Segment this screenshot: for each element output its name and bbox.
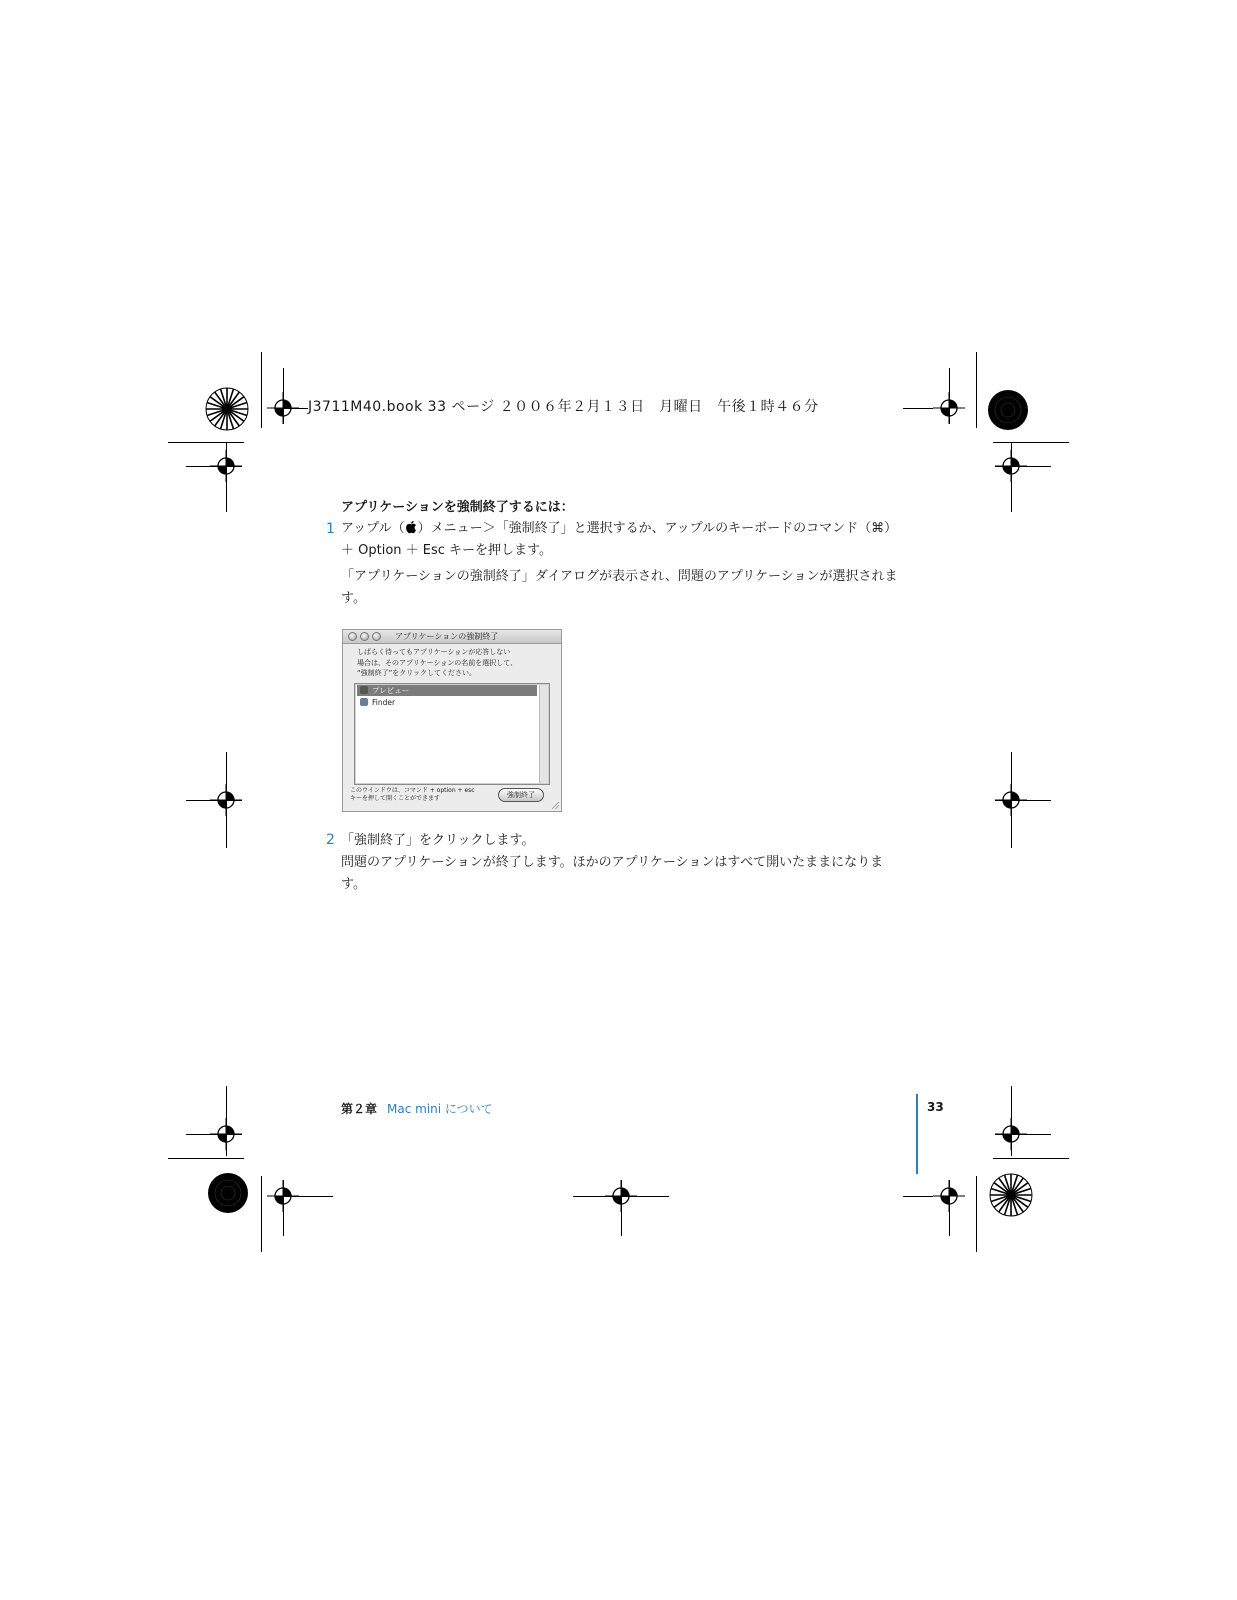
zoom-window-icon[interactable] xyxy=(372,632,381,641)
list-item-preview[interactable] xyxy=(357,685,537,696)
step-2-instruction: 「強制終了」をクリックします。 xyxy=(341,833,535,848)
app-name: プレビュー xyxy=(372,686,410,695)
resize-grip-icon[interactable] xyxy=(552,802,559,809)
apple-icon xyxy=(405,520,418,534)
chapter-label: 第２章 xyxy=(341,1102,378,1116)
dialog-message: しばらく待ってもアプリケーションが応答しない 場合は、そのアプリケーションの名前を選択して、 “強制終了”をクリックしてください。 xyxy=(357,648,518,677)
step-2-result-line-1: 問題のアプリケーションが終了します。ほかのアプリケーションはすべて開いたままになりま xyxy=(341,855,884,870)
dialog-footer-note: このウインドウは、コマンド + option + esc キーを押して開くことができます xyxy=(350,787,475,802)
step-2-number: 2 xyxy=(326,832,335,848)
list-scrollbar[interactable] xyxy=(539,685,548,783)
step-1-shortcut-text: ＋ Option ＋ Esc キーを押します。 xyxy=(341,543,553,558)
page-edge-bar xyxy=(916,1094,918,1174)
solid-circle-target-icon xyxy=(207,1172,249,1214)
chapter-footer xyxy=(341,1100,493,1117)
section-heading: アプリケーションを強制終了するには： xyxy=(341,500,574,515)
print-slug-line: J3711M40.book 33 ページ ２００６年２月１３日 月曜日 午後１時４６分 xyxy=(308,399,819,415)
registration-mark-icon xyxy=(210,784,242,816)
dialog-title: アプリケーションの強制終了 xyxy=(395,632,499,641)
finder-app-icon xyxy=(360,698,368,706)
dialog-titlebar xyxy=(343,630,561,644)
solid-circle-target-icon xyxy=(987,389,1029,431)
force-quit-button[interactable]: 強制終了 xyxy=(498,788,544,802)
chapter-title: Mac mini について xyxy=(387,1102,493,1116)
step-1-text-before-icon: アップル（ xyxy=(341,521,405,536)
step-1-result-line-2: す。 xyxy=(341,591,366,606)
step-2-result-line-2: す。 xyxy=(341,877,366,892)
application-list[interactable] xyxy=(354,683,550,785)
starburst-target-icon xyxy=(205,387,249,431)
step-1-number: 1 xyxy=(326,521,335,537)
force-quit-dialog-screenshot xyxy=(342,629,562,812)
app-name: Finder xyxy=(372,698,396,707)
registration-mark-icon xyxy=(995,784,1027,816)
minimize-window-icon[interactable] xyxy=(360,632,369,641)
starburst-target-icon xyxy=(989,1173,1033,1217)
registration-mark-icon xyxy=(995,1118,1027,1150)
step-1-result-line-1: 「アプリケーションの強制終了」ダイアログが表示され、問題のアプリケーションが選択されま xyxy=(341,569,898,584)
list-item-finder[interactable] xyxy=(357,697,537,708)
preview-app-icon xyxy=(360,686,368,694)
step-1-text-after-icon: ）メニュー＞「強制終了」と選択するか、アップルのキーボードのコマンド（⌘） xyxy=(417,521,898,536)
page-number: 33 xyxy=(927,1100,944,1114)
close-window-icon[interactable] xyxy=(348,632,357,641)
step-1-instruction xyxy=(341,518,897,540)
registration-mark-icon xyxy=(210,1118,242,1150)
